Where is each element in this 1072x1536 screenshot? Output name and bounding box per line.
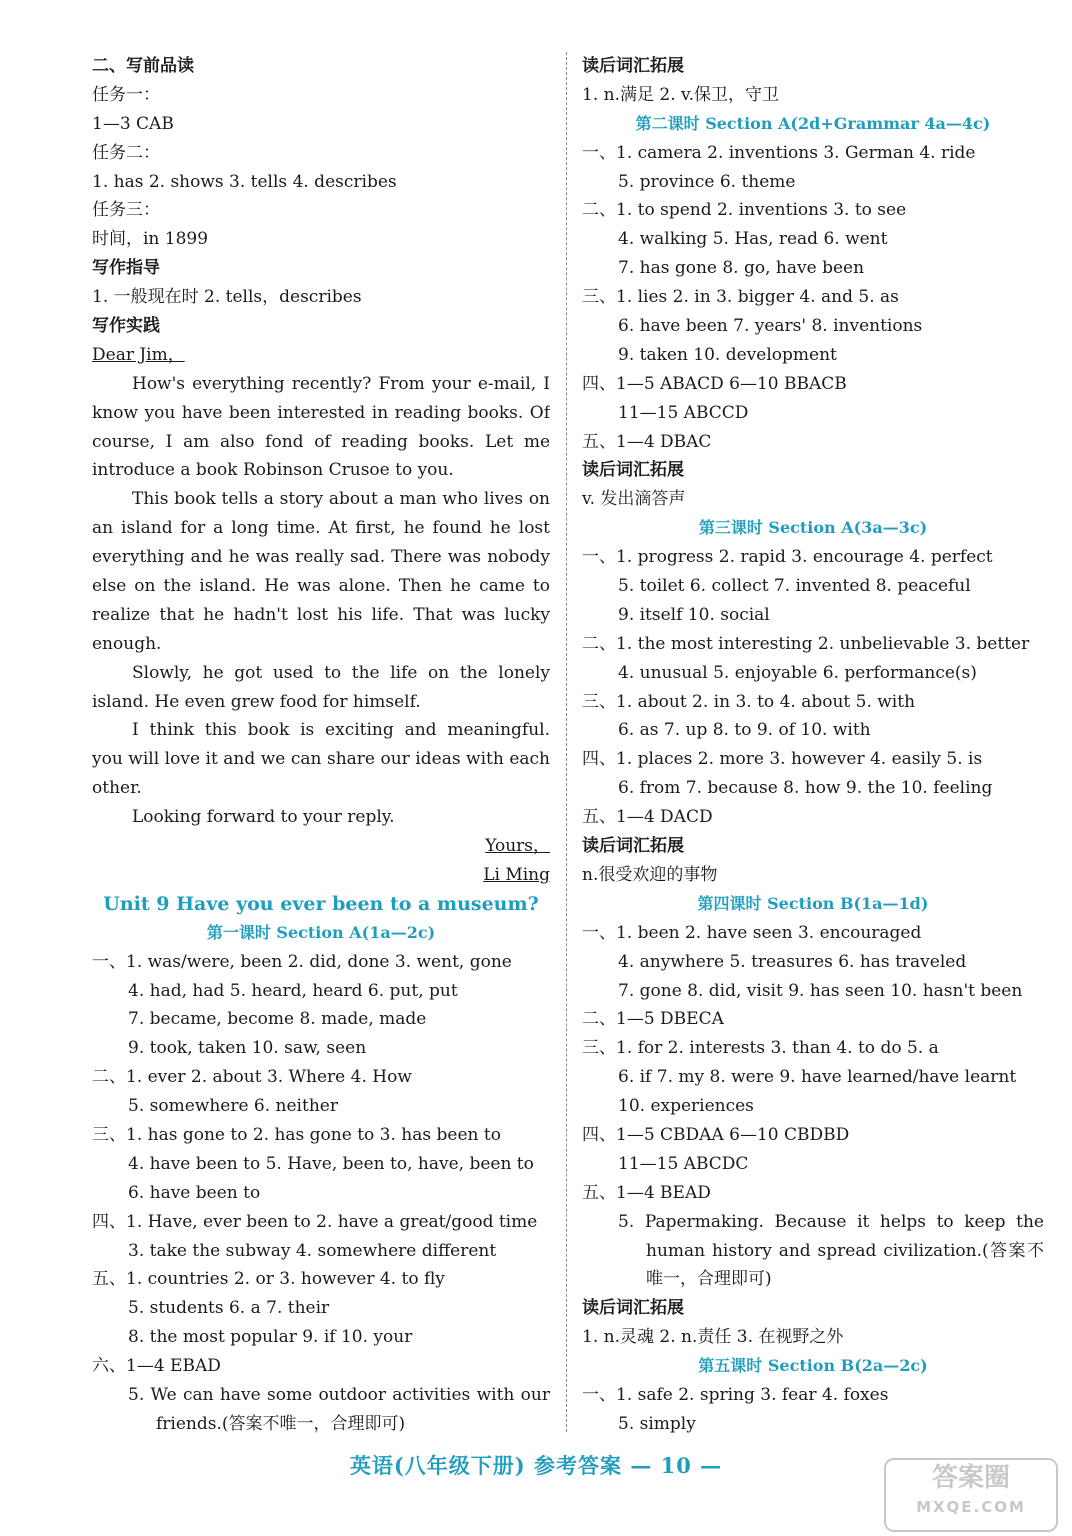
right-line: 三、1. about 2. in 3. to 4. about 5. with: [582, 691, 916, 712]
right-line: 三、1. for 2. interests 3. than 4. to do 5. a: [582, 1038, 939, 1059]
right-line: 6. if 7. my 8. were 9. have learned/have learnt: [618, 1067, 1017, 1088]
left-line: 3. take the subway 4. somewhere different: [128, 1240, 497, 1261]
left-line: 任务二：: [92, 142, 160, 163]
right-line: 读后词汇拓展: [582, 56, 684, 76]
left-line: 二、写前品读: [92, 56, 194, 76]
right-line: 五、1—4 DACD: [582, 807, 713, 828]
left-line: 5. somewhere 6. neither: [128, 1096, 338, 1117]
left-line: Li Ming: [483, 864, 550, 885]
page-footer: 英语(八年级下册) 参考答案 — 10 —: [349, 1453, 723, 1478]
left-column: [92, 52, 550, 1439]
left-line: 1. 一般现在时 2. tells，describes: [92, 287, 362, 308]
left-line: 三、1. has gone to 2. has gone to 3. has been to: [92, 1124, 501, 1145]
right-line: 一、1. been 2. have seen 3. encouraged: [582, 922, 922, 943]
right-line: n.很受欢迎的事物: [582, 864, 718, 885]
left-line: How's everything recently? From your e-mail, I: [132, 373, 550, 394]
right-line: 4. anywhere 5. treasures 6. has traveled: [618, 951, 967, 972]
left-line: 第一课时 Section A(1a—2c): [206, 922, 436, 942]
right-line: v. 发出滴答声: [582, 489, 686, 510]
left-line: 四、1. Have, ever been to 2. have a great/good time: [92, 1211, 538, 1232]
right-line: 读后词汇拓展: [582, 1298, 684, 1319]
right-line: 6. have been 7. years' 8. inventions: [618, 316, 923, 337]
left-line: island. He even grew food for himself.: [92, 691, 421, 712]
left-line: 5. students 6. a 7. their: [128, 1298, 330, 1319]
right-line: 第五课时 Section B(2a—2c): [698, 1356, 928, 1376]
right-line: 一、1. safe 2. spring 3. fear 4. foxes: [582, 1384, 889, 1405]
right-line: 二、1. the most interesting 2. unbelievable 3. better: [582, 633, 1030, 654]
right-line: 5. Papermaking. Because it helps to keep the: [618, 1211, 1044, 1232]
left-line: know you have been interested in reading books. Of: [92, 402, 550, 423]
right-line: 9. taken 10. development: [618, 344, 837, 365]
right-line: 四、1. places 2. more 3. however 4. easily 5. is: [582, 749, 983, 770]
right-line: 三、1. lies 2. in 3. bigger 4. and 5. as: [582, 287, 899, 308]
left-line: 4. have been to 5. Have, been to, have, been to: [128, 1153, 534, 1174]
right-line: human history and spread civilization.(答案不: [646, 1240, 1044, 1261]
left-line: 1—3 CAB: [92, 113, 174, 134]
left-line: Dear Jim，: [92, 344, 185, 365]
right-line: 11—15 ABCCD: [618, 402, 749, 423]
right-line: 第四课时 Section B(1a—1d): [697, 893, 929, 913]
left-line: Unit 9 Have you ever been to a museum?: [103, 892, 539, 915]
right-line: 11—15 ABCDC: [618, 1153, 749, 1174]
right-line: 1. n.灵魂 2. n.责任 3. 在视野之外: [582, 1327, 844, 1348]
right-line: 二、1—5 DBECA: [582, 1009, 724, 1030]
left-line: 五、1. countries 2. or 3. however 4. to fly: [92, 1269, 445, 1290]
left-line: 8. the most popular 9. if 10. your: [128, 1327, 413, 1348]
right-line: 7. has gone 8. go, have been: [618, 258, 865, 279]
right-line: 1. n.满足 2. v.保卫，守卫: [582, 84, 779, 105]
right-line: 10. experiences: [618, 1096, 754, 1117]
right-line: 9. itself 10. social: [618, 604, 770, 625]
watermark-logo: [884, 1458, 1058, 1532]
left-line: other.: [92, 778, 142, 799]
right-line: 四、1—5 CBDAA 6—10 CBDBD: [582, 1124, 850, 1145]
left-line: 4. had, had 5. heard, heard 6. put, put: [128, 980, 458, 1001]
right-line: 唯一，合理即可): [646, 1269, 772, 1290]
right-line: 一、1. progress 2. rapid 3. encourage 4. perfect: [582, 547, 993, 568]
right-line: 读后词汇拓展: [582, 460, 684, 481]
right-line: 5. simply: [618, 1413, 696, 1434]
left-line: 时间，in 1899: [92, 229, 209, 250]
left-line: 7. became, become 8. made, made: [128, 1009, 427, 1030]
left-line: 5. We can have some outdoor activities with our: [128, 1384, 550, 1405]
left-line: This book tells a story about a man who lives on: [132, 489, 550, 510]
left-line: 写作指导: [92, 258, 160, 279]
left-line: friends.(答案不唯一，合理即可): [156, 1413, 406, 1434]
right-line: 4. unusual 5. enjoyable 6. performance(s): [618, 662, 977, 683]
watermark-url: MXQE.COM: [916, 1498, 1026, 1516]
right-line: 五、1—4 BEAD: [582, 1182, 711, 1203]
left-line: Looking forward to your reply.: [132, 807, 395, 828]
left-line: 任务三：: [92, 200, 160, 221]
left-line: 写作实践: [92, 316, 160, 337]
left-line: Slowly, he got used to the life on the lonely: [132, 662, 550, 683]
right-line: 5. toilet 6. collect 7. invented 8. peaceful: [618, 576, 971, 597]
left-line: realize that he hadn't lost his life. That was lucky: [92, 604, 550, 625]
left-line: everything and he was really sad. There was nobody: [92, 547, 550, 568]
left-line: Yours，: [485, 836, 550, 857]
right-line: 二、1. to spend 2. inventions 3. to see: [582, 200, 907, 221]
right-line: 7. gone 8. did, visit 9. has seen 10. hasn't been: [618, 980, 1023, 1001]
left-line: you will love it and we can share our ideas with each: [92, 749, 550, 770]
right-line: 第三课时 Section A(3a—3c): [698, 518, 928, 538]
right-line: 读后词汇拓展: [582, 836, 684, 857]
right-line: 4. walking 5. Has, read 6. went: [618, 229, 888, 250]
left-line: 9. took, taken 10. saw, seen: [128, 1038, 367, 1059]
column-divider: [566, 52, 567, 1432]
right-line: 一、1. camera 2. inventions 3. German 4. ride: [582, 142, 976, 163]
left-line: 一、1. was/were, been 2. did, done 3. went, gone: [92, 951, 512, 972]
left-line: an island for a long time. At first, he found he lost: [92, 518, 550, 539]
right-column: [582, 52, 1044, 1439]
right-line: 第二课时 Section A(2d+Grammar 4a—4c): [635, 113, 991, 133]
right-line: 5. province 6. theme: [618, 171, 796, 192]
right-line: 6. from 7. because 8. how 9. the 10. feeling: [618, 778, 993, 799]
left-line: course, I am also fond of reading books. Let me: [92, 431, 550, 452]
left-line: introduce a book Robinson Crusoe to you.: [92, 460, 454, 481]
left-line: else on the island. He was alone. Then he came to: [92, 576, 550, 597]
left-line: 1. has 2. shows 3. tells 4. describes: [92, 171, 397, 192]
right-line: 四、1—5 ABACD 6—10 BBACB: [582, 373, 847, 394]
left-line: 任务一：: [92, 84, 160, 105]
left-line: 二、1. ever 2. about 3. Where 4. How: [92, 1067, 412, 1088]
left-line: 六、1—4 EBAD: [92, 1356, 221, 1377]
left-line: I think this book is exciting and meaningful.: [132, 720, 550, 741]
watermark-title: 答案圈: [931, 1463, 1010, 1493]
right-line: 五、1—4 DBAC: [582, 431, 712, 452]
right-line: 6. as 7. up 8. to 9. of 10. with: [618, 720, 871, 741]
left-line: enough.: [92, 633, 162, 654]
left-line: 6. have been to: [128, 1182, 261, 1203]
